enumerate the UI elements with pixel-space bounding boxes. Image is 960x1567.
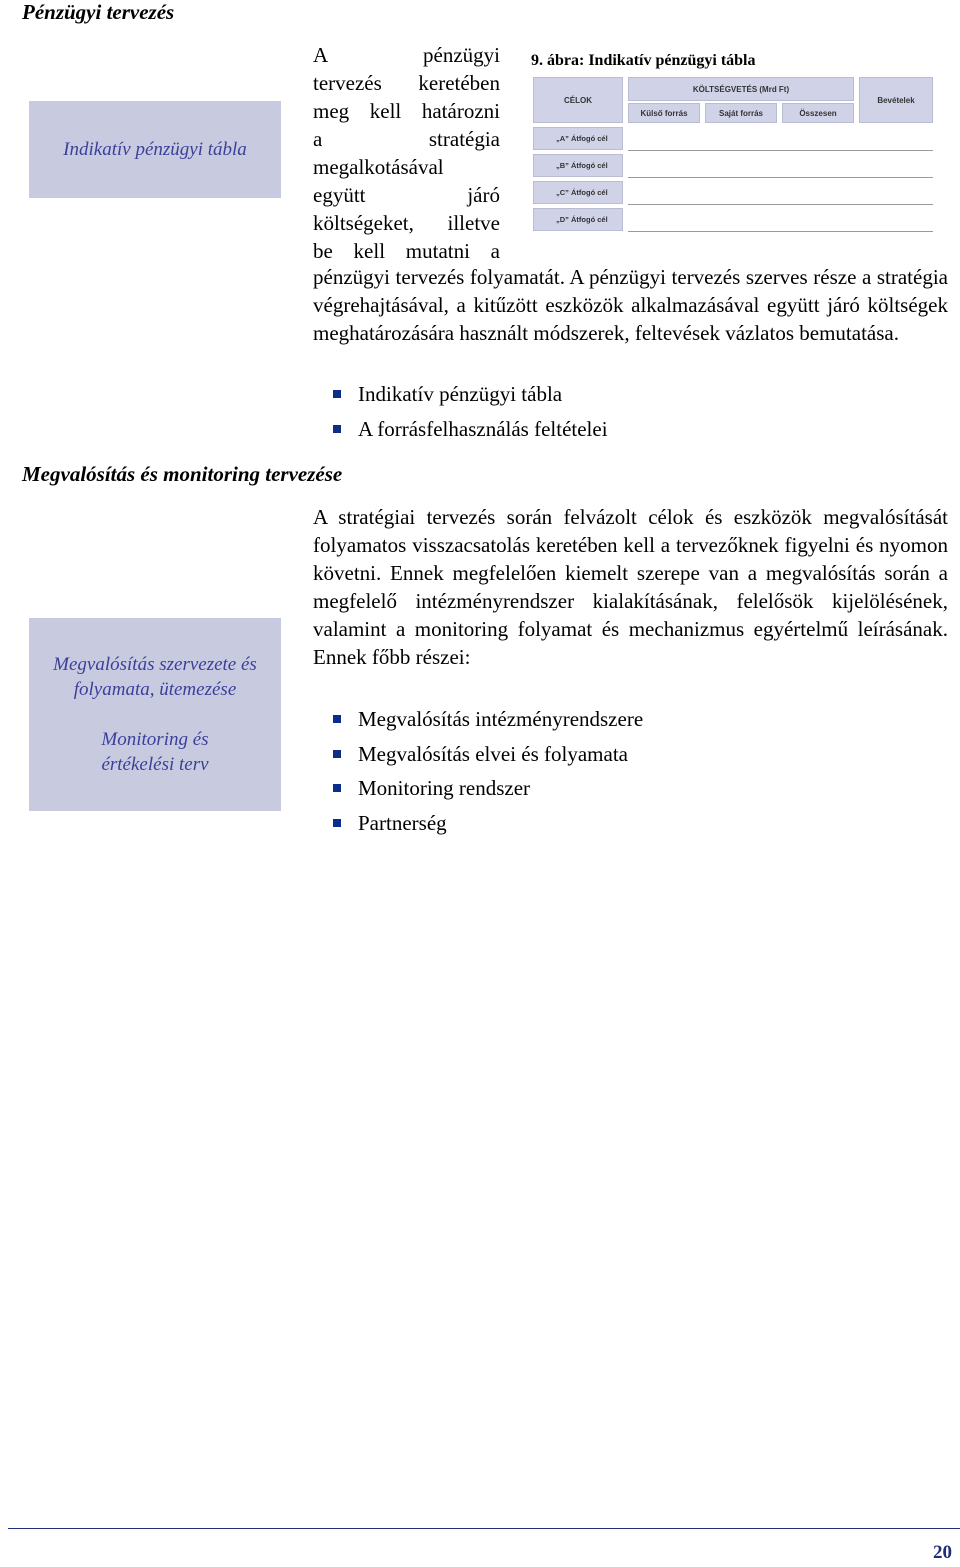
text-line: be kell mutatni a — [313, 239, 500, 263]
sidebar-box-financial-table — [29, 101, 281, 198]
row-goal-c: „C” Átfogó cél — [533, 181, 623, 204]
row-divider — [628, 150, 933, 151]
list-item-label: A forrásfelhasználás feltételei — [358, 416, 608, 441]
square-bullet-icon — [333, 750, 341, 758]
list-item — [313, 702, 948, 737]
square-bullet-icon — [333, 425, 341, 433]
list-item — [313, 412, 948, 447]
text-line: A pénzügyi — [313, 43, 500, 67]
square-bullet-icon — [333, 784, 341, 792]
text-line: meg kell határozni — [313, 99, 500, 123]
row-divider — [628, 231, 933, 232]
row-goal-d: „D” Átfogó cél — [533, 208, 623, 231]
section-title-financial: Pénzügyi tervezés — [22, 0, 175, 24]
square-bullet-icon — [333, 390, 341, 398]
bullet-list-financial — [313, 377, 948, 446]
sidebar-box-label: Monitoring és értékelési terv — [101, 729, 209, 775]
list-item-label: Indikatív pénzügyi tábla — [358, 382, 563, 406]
bullet-list-implementation — [313, 702, 948, 840]
square-bullet-icon — [333, 715, 341, 723]
page-number: 20 — [933, 1542, 952, 1563]
list-item — [313, 377, 948, 412]
text-line: költségeket, illetve — [313, 211, 500, 235]
header-total: Összesen — [782, 103, 854, 123]
header-budget: KÖLTSÉGVETÉS (Mrd Ft) — [628, 77, 854, 101]
row-divider — [628, 204, 933, 205]
sidebar-box-label: Indikatív pénzügyi tábla — [63, 139, 247, 160]
text-line: a stratégia — [313, 127, 500, 151]
list-item — [313, 737, 948, 772]
paragraph-1-narrow — [313, 41, 500, 265]
figure-caption: 9. ábra: Indikatív pénzügyi tábla — [531, 52, 756, 69]
text-line: együtt járó — [313, 183, 500, 207]
list-item-label: Megvalósítás intézményrendszere — [358, 707, 644, 731]
row-goal-b: „B” Átfogó cél — [533, 154, 623, 177]
header-revenues: Bevételek — [859, 77, 933, 123]
header-celok: CÉLOK — [533, 77, 623, 123]
paragraph-1-full: pénzügyi tervezés folyamatát. A pénzügyi tervezés szerves része a stratégia végrehajtásával, a kitűzött eszközök alkalmazásával együtt járó költségek meghatározására használt módszerek, feltevések vázlatos bemutatása. — [313, 265, 948, 345]
header-external-source: Külső forrás — [628, 103, 700, 123]
list-item-label: Megvalósítás elvei és folyamata — [358, 741, 628, 766]
sidebar-box-implementation — [29, 618, 281, 811]
paragraph-2: A stratégiai tervezés során felvázolt célok és eszközök megvalósítását folyamatos visszacsatolás keretében kell a tervezőknek figyelni és nyomon követni. Ennek megfelelően kiemelt szerepe van a megvalósítás során a megfelelő intézményrendszer kialakításának, felelősök kijelölésének, valamint a monitoring folyamat és mechanizmus egyértelmű leírásának. Ennek főbb részei: — [313, 505, 948, 669]
footer-divider — [8, 1528, 960, 1529]
list-item — [313, 771, 948, 806]
text-line: megalkotásával — [313, 155, 444, 179]
text-line: tervezés keretében — [313, 71, 500, 95]
sidebar-box-label: Megvalósítás szervezete és folyamata, ütemezése — [53, 654, 257, 700]
list-item — [313, 806, 948, 841]
square-bullet-icon — [333, 819, 341, 827]
row-goal-a: „A” Átfogó cél — [533, 127, 623, 150]
header-own-source: Saját forrás — [705, 103, 777, 123]
section-title-implementation: Megvalósítás és monitoring tervezése — [22, 462, 343, 486]
list-item-label: Monitoring rendszer — [358, 776, 531, 800]
list-item-label: Partnerség — [358, 810, 447, 835]
row-divider — [628, 177, 933, 178]
